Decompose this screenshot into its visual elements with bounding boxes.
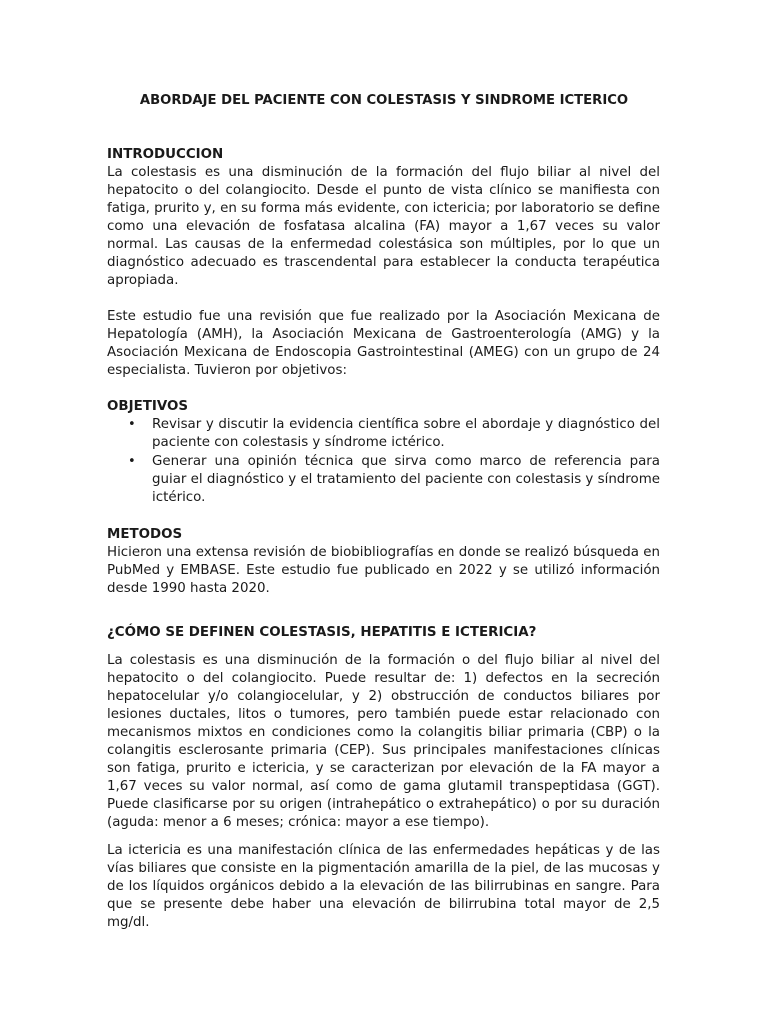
metodos-paragraph-1: Hicieron una extensa revisión de biobibliografías en donde se realizó búsqueda en PubMed y EMBASE. Este estudio fue publicado en 2022 y se utilizó información desde 1990 hasta 2020.: [107, 545, 660, 596]
section-heading-introduccion: INTRODUCCION: [107, 147, 224, 162]
section-introduccion: [107, 146, 660, 380]
bullet-icon: •: [128, 417, 136, 432]
list-item: [107, 453, 660, 507]
introduccion-paragraph-1: La colestasis es una disminución de la formación del flujo biliar al nivel del hepatocito o del colangiocito. Desde el punto de vista clínico se manifiesta con fatiga, prurito y, en su forma más evidente, con ictericia; por laboratorio se define como una elevación de fosfatasa alcalina (FA) mayor a 1,67 veces su valor normal. Las causas de la enfermedad colestásica son múltiples, por lo que un diagnóstico adecuado es trascendental para establecer la conducta terapéutica apropiada.: [107, 165, 660, 288]
section-objetivos: [107, 398, 660, 507]
section-heading-objetivos: OBJETIVOS: [107, 399, 188, 414]
introduccion-paragraph-2: Este estudio fue una revisión que fue realizado por la Asociación Mexicana de Hepatología (AMH), la Asociación Mexicana de Gastroenterología (AMG) y la Asociación Mexicana de Endoscopia Gastrointestinal (AMEG) con un grupo de 24 especialista. Tuvieron por objetivos:: [107, 309, 660, 378]
list-item-text: Generar una opinión técnica que sirva como marco de referencia para guiar el diagnóstico y el tratamiento del paciente con colestasis y síndrome ictérico.: [152, 454, 660, 505]
objetivos-list: [107, 416, 660, 507]
section-heading-definiciones: ¿CÓMO SE DEFINEN COLESTASIS, HEPATITIS E ICTERICIA?: [107, 625, 537, 640]
document-title: ABORDAJE DEL PACIENTE CON COLESTASIS Y SINDROME ICTERICO: [139, 93, 629, 108]
bullet-icon: •: [128, 454, 136, 469]
section-metodos: [107, 526, 660, 598]
list-item: [107, 416, 660, 452]
list-item-text: Revisar y discutir la evidencia científica sobre el abordaje y diagnóstico del paciente con colestasis y síndrome ictérico.: [152, 417, 660, 450]
section-definiciones: [107, 624, 660, 932]
definiciones-paragraph-1: La colestasis es una disminución de la formación o del flujo biliar al nivel del hepatocito o del colangiocito. Puede resultar de: 1) defectos en la secreción hepatocelular y/o colangiocelular, y 2) obstrucción de conductos biliares por lesiones ductales, litos o tumores, pero también puede estar relacionado con mecanismos mixtos en condiciones como la colangitis biliar primaria (CBP) o la colangitis esclerosante primaria (CEP). Sus principales manifestaciones clínicas son fatiga, prurito e ictericia, y se caracterizan por elevación de la FA mayor a 1,67 veces su valor normal, así como de gama glutamil transpeptidasa (GGT). Puede clasificarse por su origen (intrahepático o extrahepático) o por su duración (aguda: menor a 6 meses; crónica: mayor a ese tiempo).: [107, 653, 660, 830]
definiciones-paragraph-2: La ictericia es una manifestación clínica de las enfermedades hepáticas y de las vías biliares que consiste en la pigmentación amarilla de la piel, de las mucosas y de los líquidos orgánicos debido a la elevación de las bilirrubinas en sangre. Para que se presente debe haber una elevación de bilirrubina total mayor de 2,5 mg/dl.: [107, 843, 660, 930]
section-heading-metodos: METODOS: [107, 527, 183, 542]
document-body: [107, 146, 660, 932]
